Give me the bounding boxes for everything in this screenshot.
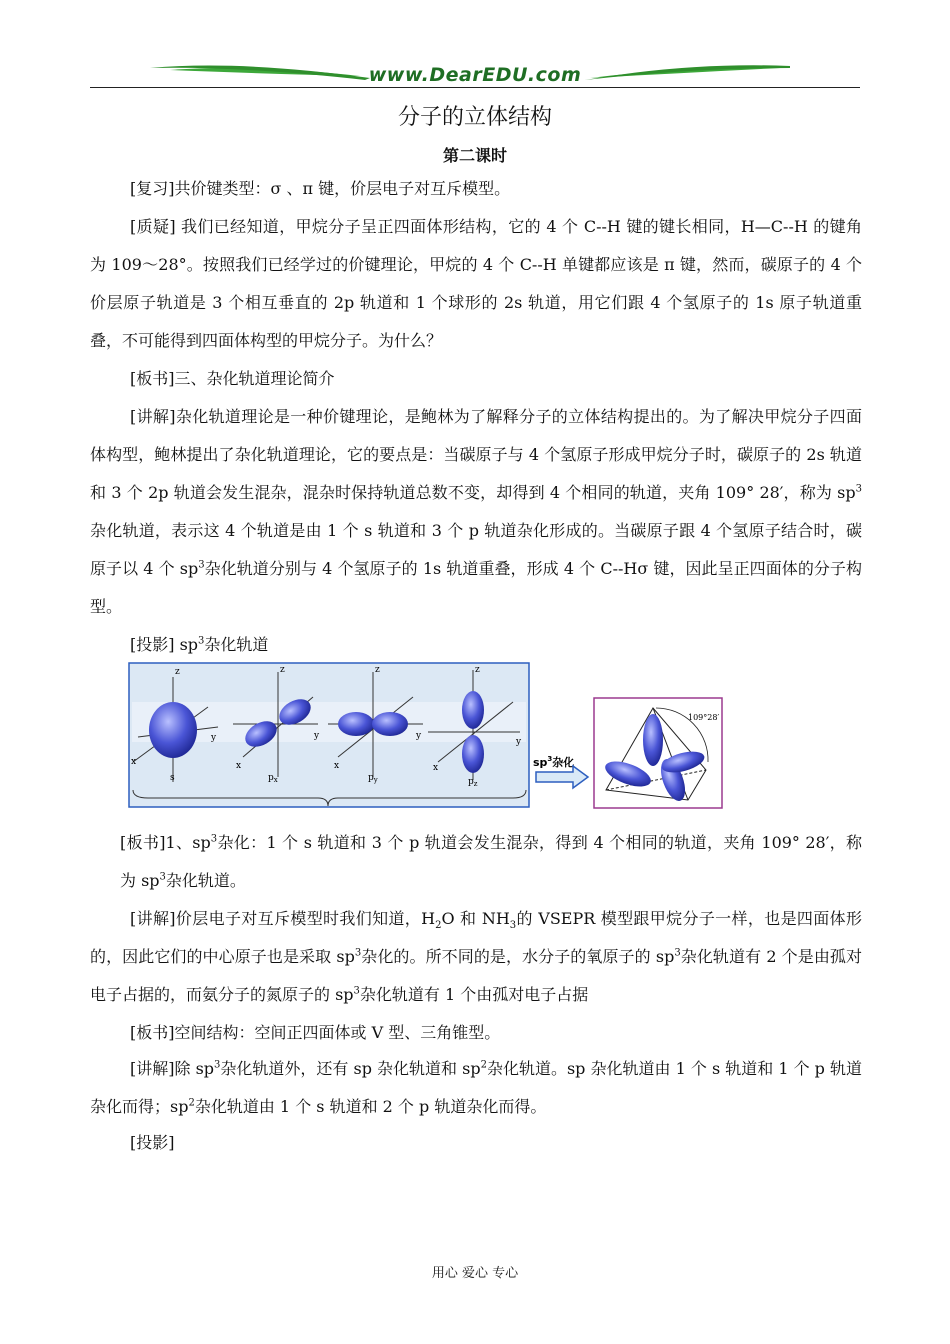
superscript: 3 [159,871,166,883]
orbital-label-py: $p_y$ [368,773,378,784]
orbital-label-px: $p_x$ [268,773,278,784]
page-title: 分子的立体结构 [397,105,552,130]
subscript: 3 [509,920,517,932]
superscript: 3 [353,985,360,997]
axis-label-z: z [375,665,380,675]
axis-label-x: x [131,757,137,767]
page-subtitle: 第二课时 [442,146,507,165]
para-text: 我们已经知道，甲烷分子呈正四面体形结构，它的 4 个 C--H 键的键长相同，H—C--H 的键角为 109～28°。按照我们已经学过的价键理论，甲烷的 4 个 C--H 单键都应该是 π 键，然而，碳原子的 4 个价层原子轨道是 3 个相互垂直的 2p 轨道和 1 个球形的 2s 轨道，用它们跟 4 个氢原子的 1s 原子轨道重叠，不可能得到四面体构型的甲烷分子。为什么？ [90,217,862,350]
para-text: 杂化轨道。sp 杂化轨道由 1 个 s 轨道和 1 个 p 轨道杂化而得；sp [90,1059,863,1116]
axis-label-x: x [433,763,439,773]
para-text: 杂化的。所不同的是，水分子的氧原子的 sp [361,947,675,966]
angle-label: 109°28′ [688,713,720,722]
superscript: 3 [198,559,205,571]
axis-label-y: y [211,733,217,743]
para-label: [讲解] [130,909,176,928]
page-footer: 用心 爱心 专心 [431,1266,519,1281]
arrow-right-icon [536,766,588,788]
paragraph-board-3 [90,360,862,398]
para-text: 杂化轨道分别与 4 个氢原子的 1s 轨道重叠，形成 4 个 C--Hσ 键，因此呈正四面体的分子构型。 [90,559,862,616]
para-text: 共价键类型：σ 、π 键，价层电子对互斥模型。 [174,179,511,198]
para-text: 杂化轨道有 2 个是由孤对电子占据的，而氨分子的氮原子的 sp [90,947,862,1004]
site-name: www.DearEDU.com [368,64,582,86]
para-text: sp [174,635,199,654]
paragraph-board-structure [90,1014,862,1052]
axis-label-y: y [416,731,422,741]
para-label: [讲解] [130,1059,175,1078]
axis-label-z: z [175,667,180,677]
para-label: [讲解] [130,407,176,426]
para-text: 杂化轨道有 1 个由孤对电子占据 [359,985,589,1004]
sp3-hybridization-figure [128,662,728,810]
para-text: 杂化轨道理论是一种价键理论，是鲍林为了解释分子的立体结构提出的。为了解决甲烷分子四面体构型，鲍林提出了杂化轨道理论，它的要点是：当碳原子与 4 个氢原子形成甲烷分子时，碳原子的 2s 轨道和 3 个 2p 轨道会发生混杂，混杂时保持轨道总数不变，却得到 4 个相同的轨道，夹角 109° 28′，称为 sp [90,407,862,502]
para-label: [质疑] [130,217,176,236]
superscript: 3 [354,947,362,959]
para-text: 的 VSEPR 模型跟甲烷分子一样，也是四面体形的，因此它们的中心原子也是采取 sp [90,909,862,966]
hybridization-label: $sp^3$杂化 [533,755,575,769]
paragraph-projection-1 [90,626,862,664]
superscript: 3 [210,833,218,845]
axis-label-y: y [516,737,522,747]
para-label: [复习] [130,179,175,198]
orbital-label-s: s [170,773,175,783]
axis-label-x: x [236,761,242,771]
axis-label-z: z [475,665,480,675]
para-label: [投影] [130,635,175,654]
para-text: 杂化轨道外，还有 sp 杂化轨道和 sp [220,1059,481,1078]
superscript: 3 [214,1059,221,1071]
superscript: 2 [188,1097,195,1109]
para-text: 价层电子对互斥模型时我们知道，H [175,909,436,928]
para-text: 三、杂化轨道理论简介 [174,369,335,388]
superscript: 3 [198,635,205,647]
para-text: 杂化轨道由 1 个 s 轨道和 2 个 p 轨道杂化而得。 [194,1097,547,1116]
site-header [90,60,860,90]
header-rule [90,87,860,88]
para-text: 杂化轨道。 [165,871,246,890]
para-label: [板书] [130,369,175,388]
superscript: 2 [480,1059,487,1071]
para-text: 杂化轨道 [204,635,269,654]
para-text: 杂化轨道，表示这 4 个轨道是由 1 个 s 轨道和 3 个 p 轨道杂化形成的。当碳原子跟 4 个氢原子结合时，碳原子以 4 个 sp [90,521,862,578]
para-text: 杂化：1 个 s 轨道和 3 个 p 轨道会发生混杂，得到 4 个相同的轨道，夹角 109° 28′，称为 sp [120,833,862,890]
superscript: 3 [855,483,862,495]
axis-label-y: y [314,731,320,741]
axis-label-x: x [334,761,340,771]
axis-label-z: z [280,665,285,675]
para-label: [板书] [120,833,166,852]
para-text: 1、sp [165,833,211,852]
subscript: 2 [435,920,442,932]
paragraph-review [90,170,862,208]
paragraph-explain-1 [90,398,862,626]
paragraph-explain-3 [90,1050,862,1126]
para-text: 空间结构：空间正四面体或 V 型、三角锥型。 [174,1023,501,1042]
paragraph-board-sp3 [120,824,862,900]
orbital-label-pz: $p_z$ [468,777,478,788]
para-label: [板书] [130,1023,175,1042]
paragraph-explain-2 [90,900,862,1014]
paragraph-projection-2 [90,1124,862,1162]
para-label: [投影] [130,1133,175,1152]
para-text: 除 sp [174,1059,215,1078]
superscript: 3 [674,947,681,959]
paragraph-question [90,208,862,360]
para-text: O 和 NH [441,909,510,928]
